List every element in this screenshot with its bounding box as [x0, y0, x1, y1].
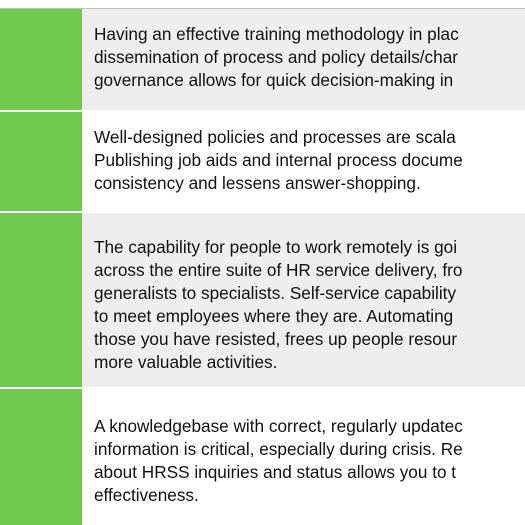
- row-text-cell: [82, 389, 525, 525]
- table-row: [0, 112, 525, 213]
- row-text: Having an effective training methodology in plac dissemination of process and policy details/char governance allows for quick decision-making in: [94, 24, 459, 90]
- table-row: [0, 389, 525, 525]
- row-text: A knowledgebase with correct, regularly updatec information is critical, especially during crisis. Re about HRSS inquiries and status allows you to t effectiveness.: [94, 416, 463, 505]
- row-text-cell: [82, 9, 525, 112]
- row-label-cell: [0, 112, 82, 213]
- row-text: The capability for people to work remotely is goi across the entire suite of HR service delivery, fro generalists to specialists. Self-service capability to meet employees where they are. Automating those you have resisted, frees up people resour more valuable activities.: [94, 237, 463, 372]
- table-row: [0, 9, 525, 112]
- row-label-cell: [0, 9, 82, 112]
- row-text-cell: [82, 213, 525, 389]
- row-label-cell: [0, 389, 82, 525]
- table-row: [0, 213, 525, 389]
- row-text: Well-designed policies and processes are scala Publishing job aids and internal process docume consistency and lessens answer-shopping.: [94, 127, 463, 193]
- row-text-cell: [82, 112, 525, 213]
- row-label-cell: [0, 213, 82, 389]
